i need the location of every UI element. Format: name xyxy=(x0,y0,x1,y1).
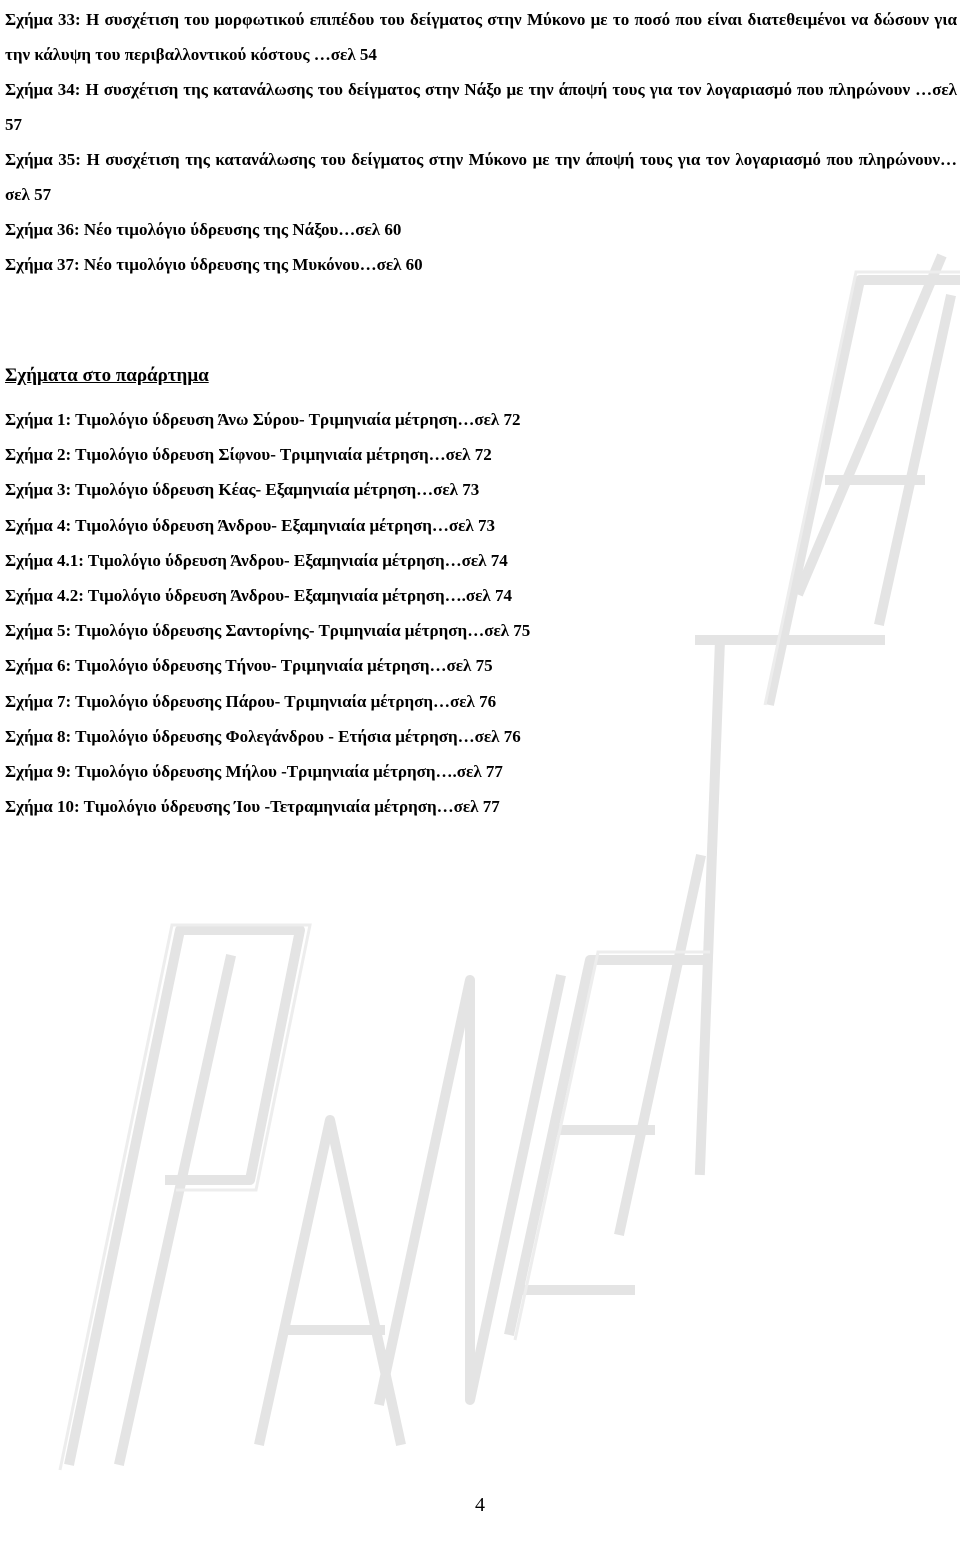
page-number: 4 xyxy=(475,1494,485,1516)
appendix-entry: Σχήμα 4.1: Τιμολόγιο ύδρευση Άνδρου- Εξαμηνιαία μέτρηση…σελ 74 xyxy=(5,550,508,570)
appendix-entry: Σχήμα 8: Τιμολόγιο ύδρευσης Φολεγάνδρου - Ετήσια μέτρηση…σελ 76 xyxy=(5,726,521,746)
appendix-heading: Σχήματα στο παράρτημα xyxy=(5,365,209,386)
appendix-entry: Σχήμα 4.2: Τιμολόγιο ύδρευση Άνδρου- Εξαμηνιαία μέτρηση….σελ 74 xyxy=(5,586,513,606)
figure-entry-33: Σχήμα 33: Η συσχέτιση του μορφωτικού επιπέδου του δείγματος στην Μύκονο με το ποσό που είναι διατεθειμένοι να δώσουν για την κάλυψη του περιβαλλοντικού κόστους …σελ 54 xyxy=(5,10,957,64)
appendix-entry: Σχήμα 9: Τιμολόγιο ύδρευσης Μήλου -Τριμηνιαία μέτρηση….σελ 77 xyxy=(5,762,503,782)
appendix-entry: Σχήμα 10: Τιμολόγιο ύδρευσης Ίου -Τετραμηνιαία μέτρηση…σελ 77 xyxy=(5,797,500,817)
appendix-entry: Σχήμα 6: Τιμολόγιο ύδρευσης Τήνου- Τριμηνιαία μέτρηση…σελ 75 xyxy=(5,656,493,676)
appendix-figure-list xyxy=(5,402,957,824)
appendix-entry: Σχήμα 4: Τιμολόγιο ύδρευση Άνδρου- Εξαμηνιαία μέτρηση…σελ 73 xyxy=(5,515,496,535)
appendix-entry: Σχήμα 3: Τιμολόγιο ύδρευση Κέας- Εξαμηνιαία μέτρηση…σελ 73 xyxy=(5,480,480,500)
figure-list xyxy=(5,0,957,282)
appendix-entry: Σχήμα 1: Τιμολόγιο ύδρευση Άνω Σύρου- Τριμηνιαία μέτρηση…σελ 72 xyxy=(5,410,521,429)
appendix-entry: Σχήμα 5: Τιμολόγιο ύδρευσης Σαντορίνης- Τριμηνιαία μέτρηση…σελ 75 xyxy=(5,621,531,641)
appendix-entry: Σχήμα 7: Τιμολόγιο ύδρευσης Πάρου- Τριμηνιαία μέτρηση…σελ 76 xyxy=(5,691,497,711)
figure-entry-36: Σχήμα 36: Νέο τιμολόγιο ύδρευσης της Νάξου…σελ 60 xyxy=(5,220,402,239)
figure-entry-37: Σχήμα 37: Νέο τιμολόγιο ύδρευσης της Μυκόνου…σελ 60 xyxy=(5,255,423,274)
appendix-entry: Σχήμα 2: Τιμολόγιο ύδρευση Σίφνου- Τριμηνιαία μέτρηση…σελ 72 xyxy=(5,445,492,465)
figure-entry-35: Σχήμα 35: Η συσχέτιση της κατανάλωσης του δείγματος στην Μύκονο με την άποψή τους για τον λογαριασμό που πληρώνουν…σελ 57 xyxy=(5,150,957,204)
figure-entry-34: Σχήμα 34: Η συσχέτιση της κατανάλωσης του δείγματος στην Νάξο με την άποψή τους για τον λογαριασμό που πληρώνουν …σελ 57 xyxy=(5,80,957,134)
